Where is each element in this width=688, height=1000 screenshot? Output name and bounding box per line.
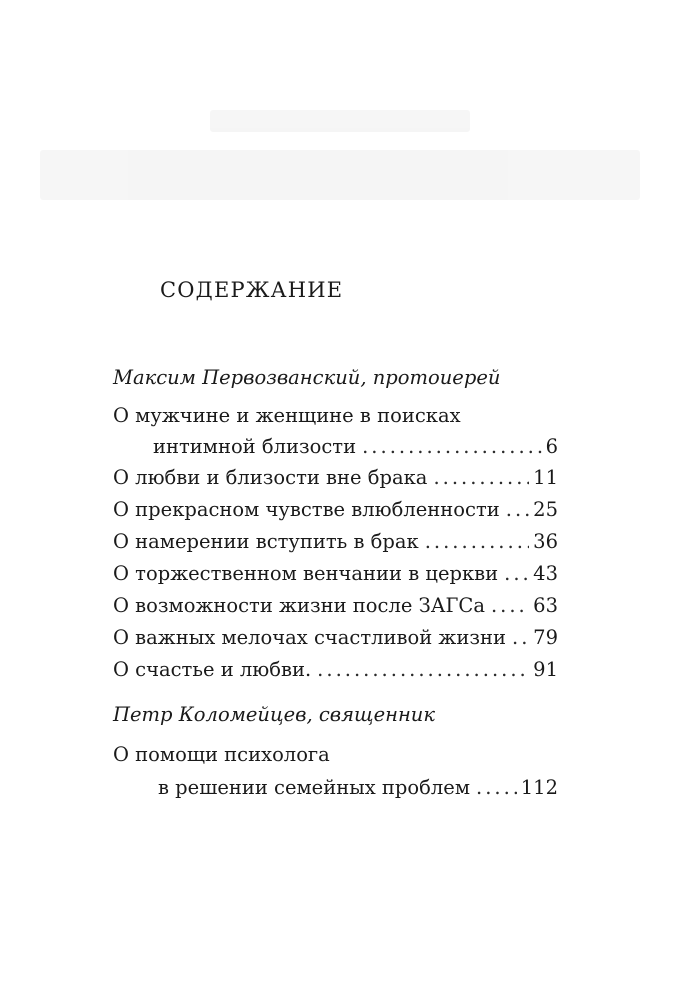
dot-leader — [433, 462, 529, 494]
dot-leader — [362, 431, 541, 463]
toc-entry[interactable] — [113, 590, 558, 622]
dot-leader — [504, 558, 529, 590]
toc-entry-title: интимной близости — [153, 435, 357, 458]
toc-entry[interactable] — [113, 654, 558, 686]
dot-leader — [491, 590, 529, 622]
section-author: Петр Коломейцев, священник — [113, 703, 435, 726]
dot-leader — [317, 654, 529, 686]
dot-leader — [512, 622, 529, 654]
toc-entry-page: 6 — [545, 435, 558, 458]
toc-entry-page: 43 — [533, 562, 558, 585]
dot-leader — [425, 526, 529, 558]
toc-entry-page: 63 — [533, 594, 558, 617]
toc-entry-page: 79 — [533, 626, 558, 649]
toc-entry[interactable] — [113, 526, 558, 558]
toc-entry[interactable] — [113, 494, 558, 526]
toc-entry-title: О счастье и любви. — [113, 658, 312, 681]
toc-heading: СОДЕРЖАНИЕ — [160, 278, 344, 302]
toc-entry-title: О возможности жизни после ЗАГСа — [113, 594, 485, 617]
toc-entry-title: О намерении вступить в брак — [113, 530, 419, 553]
toc-entry-title: О прекрасном чувстве влюбленности — [113, 498, 500, 521]
toc-entry-page: 25 — [533, 498, 558, 521]
toc-entry-line1: О мужчине и женщине в поисках — [113, 404, 461, 427]
toc-entry-title: О любви и близости вне брака — [113, 466, 428, 489]
toc-entry-title: в решении семейных проблем — [158, 776, 470, 799]
toc-entry-page: 112 — [520, 776, 558, 799]
toc-entry-line1: О помощи психолога — [113, 743, 330, 766]
toc-entry[interactable] — [158, 772, 558, 804]
toc-entry-page: 91 — [533, 658, 558, 681]
toc-entry-title: О важных мелочах счастливой жизни — [113, 626, 506, 649]
toc-entry-title: О торжественном венчании в церкви — [113, 562, 499, 585]
toc-entry[interactable] — [113, 622, 558, 654]
dot-leader — [476, 772, 517, 804]
toc-entry[interactable] — [113, 462, 558, 494]
toc-entry[interactable] — [153, 431, 558, 463]
dot-leader — [506, 494, 529, 526]
toc-entry-page: 11 — [533, 466, 558, 489]
section-author: Максим Первозванский, протоиерей — [113, 366, 501, 389]
toc-entry[interactable] — [113, 558, 558, 590]
show-through-shadow — [40, 110, 640, 230]
toc-entry-page: 36 — [533, 530, 558, 553]
